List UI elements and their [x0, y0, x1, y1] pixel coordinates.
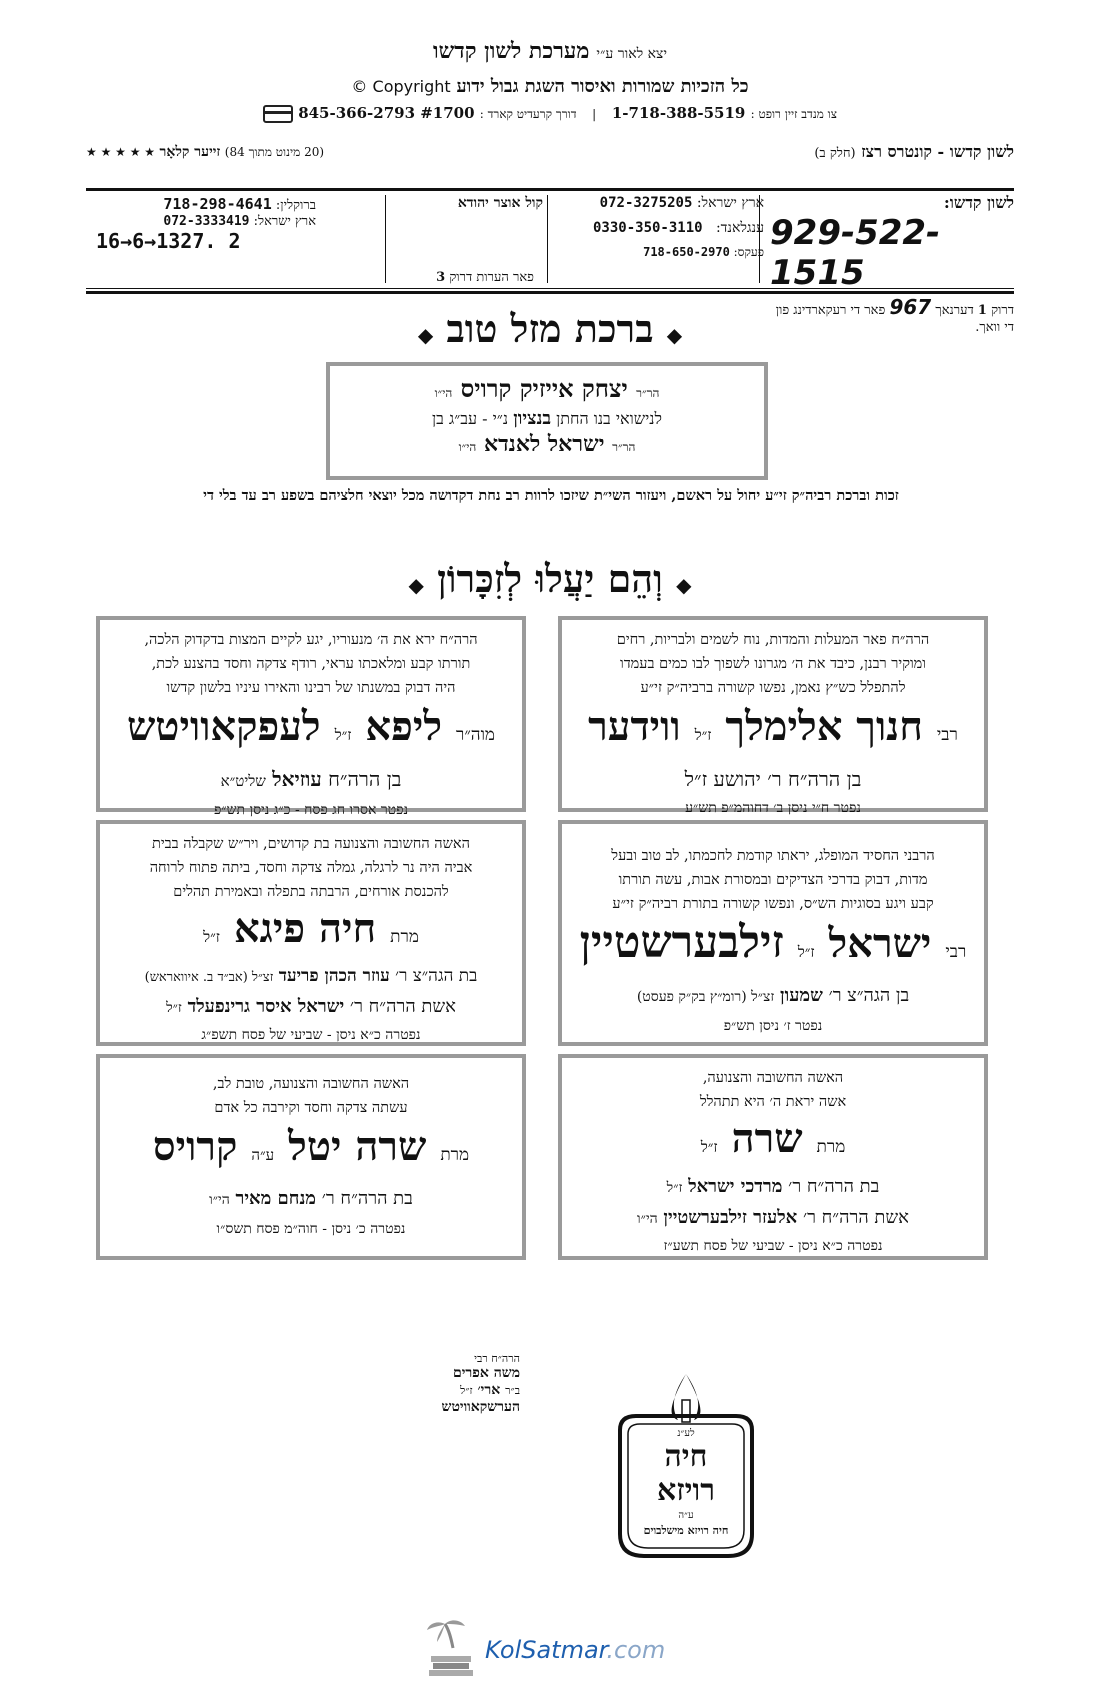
- memorial-logo: לע״נ חיה רויזא ע״ה חיה רויזא מישלבוים: [600, 1370, 772, 1570]
- issue-clarity: (20 מינוט מתוך 84) זייער קלאָר ★ ★ ★ ★ ★: [86, 144, 325, 160]
- palm-tree-books-icon: [425, 1618, 481, 1678]
- blessing-line: זכות וברכת רביה״ק זי״ע יחול על ראשם, ויעזור השי״ת שיזכו לרוות רב נחת דקדושה מכל יוצאי חלציהם בשפע רב עד בלי די: [203, 487, 899, 504]
- publisher-line: יצא לאור ע״י מערכת לשון קדשו: [432, 38, 668, 64]
- kolsatmar-watermark[interactable]: KolSatmar.com: [415, 1618, 695, 1680]
- diamond-icon: ◆: [417, 323, 434, 347]
- rights-line: כל הזכיות שמורות ואיסור השגת גבול ידוע Copyright ©: [351, 76, 749, 97]
- donate-line: צו מנדב זיין רופט : 1-718-388-5519 | דורך קרעדיט קארד : 845-366-2793 #1700: [0, 104, 1100, 123]
- mazal-tov-title: ◆ ברכת מזל טוב ◆: [417, 306, 683, 351]
- deceased-name: מרת חיה פיגא ז״ל: [203, 905, 419, 952]
- donate-phone[interactable]: 1-718-388-5519: [611, 104, 746, 122]
- intl-phones: ארץ ישראל: 072-3275205 ענגלאנד: 0330-350-3110 פעקס: 718-650-2970: [593, 195, 764, 259]
- deceased-name: רבי חנוך אלימלך ז״ל ווידער: [588, 703, 958, 750]
- star-rating-icon: ★ ★ ★ ★ ★: [86, 145, 156, 159]
- memorial-box-kraus: האשה החשובה והצנועה, טובת לב, עשתה צדקה וחסד וקירבה כל אדם מרת שרה יטל ע״ה קרויס בת הרה״ח ר׳ מנחם מאיר הי״ו נפטרה כ׳ ניסן - חוה״מ פסח תשס״ו: [96, 1054, 526, 1260]
- credit-card-icon: [263, 105, 293, 123]
- memorial-box-sara-zilberstein: האשה החשובה והצנועה, אשה יראת ה׳ היא תתהלל מרת שרה ז״ל בת הרה״ח ר׳ מרדכי ישראל ז״ל אשת הרה״ח ר׳ אלעזר זילבערשטיין הי״ו נפטרה כ״א ניסן - שביעי של פסח תשע״ז: [558, 1054, 988, 1260]
- extension-path: 16→6→1327. 2: [96, 229, 241, 253]
- memorial-box-zilberstein: הרבני החסיד המופלג, יראתו קודמת לחכמתו, לב טוב ובעל מדות, דבוק בדרכי הצדיקים ובמסורת אבות, עשה תורתו קבע ויגע בסוגיות הש״ס, ונפשו קשורה בתורת רביה״ק זי״ע רבי ישראל ז״ל זילבערשטיין בן הגה״צ ר׳ שמעון זצ״ל (רומ״ץ בק״ק פעסט) נפטר ז׳ ניסן תש״פ: [558, 820, 988, 1046]
- divider: [385, 195, 386, 283]
- kol-otzar-label: קול אוצר יהודא: [457, 195, 543, 211]
- diamond-icon: ◆: [676, 573, 692, 597]
- issue-title: לשון קדשו - קונטרס רצז (חלק ב): [814, 142, 1014, 161]
- main-phone-number[interactable]: 929-522-1515: [770, 213, 941, 293]
- donor-credit: הרה״ח רבי משה אפרים ב״ר ארי׳ ז״ל הערשקאוויטש: [441, 1352, 520, 1415]
- memorial-title: ◆ וְהֵם יַעֲלוּ לְזִכָּרוֹן ◆: [408, 556, 692, 601]
- diamond-icon: ◆: [666, 323, 683, 347]
- israel-phone-2[interactable]: 072-3333419: [163, 214, 250, 229]
- kol-otzar-phones: ברוקלין: 718-298-4641 ארץ ישראל: 072-3333419 16→6→1327. 2: [96, 195, 316, 253]
- deceased-name: רבי ישראל ז״ל זילבערשטיין: [579, 917, 967, 968]
- memorial-box-greenfeld: האשה החשובה והצנועה בת קדושים, ויר״ש שקבלה בבית אביה היה נר לרגלה, גמלה צדקה וחסד, ביתה פתוח לרוחה להכנסת אורחים, הרבתה בתפלה ובאמירת תהלים מרת חיה פיגא ז״ל בת הגה״צ ר׳ עוזר הכהן פריעד זצ״ל (אב״ד ב. איוואראש) אשת הרה״ח ר׳ ישראל איסר גרינפעלד ז״ל נפטרה כ״א ניסן - שביעי של פסח תשפ״ג: [96, 820, 526, 1046]
- issue-row: [86, 142, 1014, 166]
- deceased-name: מרת שרה ז״ל: [700, 1115, 846, 1162]
- publisher-name: מערכת לשון קדשו: [432, 38, 590, 64]
- israel-phone[interactable]: 072-3275205: [599, 195, 693, 211]
- divider: [547, 195, 548, 283]
- notes-line: פאר הערות דרוק 3: [436, 270, 534, 285]
- fax-number[interactable]: 718-650-2970: [643, 245, 730, 259]
- england-phone[interactable]: 0330-350-3110: [593, 220, 703, 236]
- lashon-kodsho-phone: לשון קדשו: 929-522-1515 דרוק 1 דערנאך 967 פאר די רעקארדינג פון די וואך.: [770, 193, 1014, 335]
- deceased-name: מרת שרה יטל ע״ה קרויס: [152, 1123, 470, 1170]
- credit-card-phone[interactable]: 845-366-2793 #1700: [298, 104, 475, 122]
- diamond-icon: ◆: [408, 573, 424, 597]
- memorial-box-lefkowitz: הרה״ח ירא את ה׳ מנעוריו, יגע לקיים המצות בדקדוק הלכה, תורתו קבע ומלאכתו עראי, רודף צדקה וחסד בהצנע לכת, היה דבוק במשנתו של רבינו והאירו עיניו בלשון קדשו מוה״ר ליפא ז״ל לעפקאוויטש בן הרה״ח עוזיאל שליט״א נפטר אסרו חג פסח - כ״ג ניסן תש״פ: [96, 616, 526, 812]
- deceased-name: מוה״ר ליפא ז״ל לעפקאוויטש: [126, 703, 495, 750]
- brooklyn-phone[interactable]: 718-298-4641: [163, 195, 272, 213]
- site-name: KolSatmar: [485, 1636, 607, 1664]
- memorial-box-wieder: הרה״ח פאר המעלות והמדות, נוח לשמים ולבריות, רחים ומוקיר רבנן, כיבד את ה׳ מגרונו לשפוך לבו כמים בעמדו להתפלל כש״ץ נאמן, נפשו קשורה ברביה״ק זי״ע רבי חנוך אלימלך ז״ל ווידער בן הרה״ח ר׳ יהושע ז״ל נפטר ח״י ניסן ב׳ דחוהמ״פ תש״ע: [558, 616, 988, 812]
- mazal-tov-box: הר״ר יצחק אייזיק קרויס הי״ו לנישואי בנו החתן בנציון נ״י - עב״ג בן הר״ר ישראל לאנדא הי״ו: [326, 362, 768, 480]
